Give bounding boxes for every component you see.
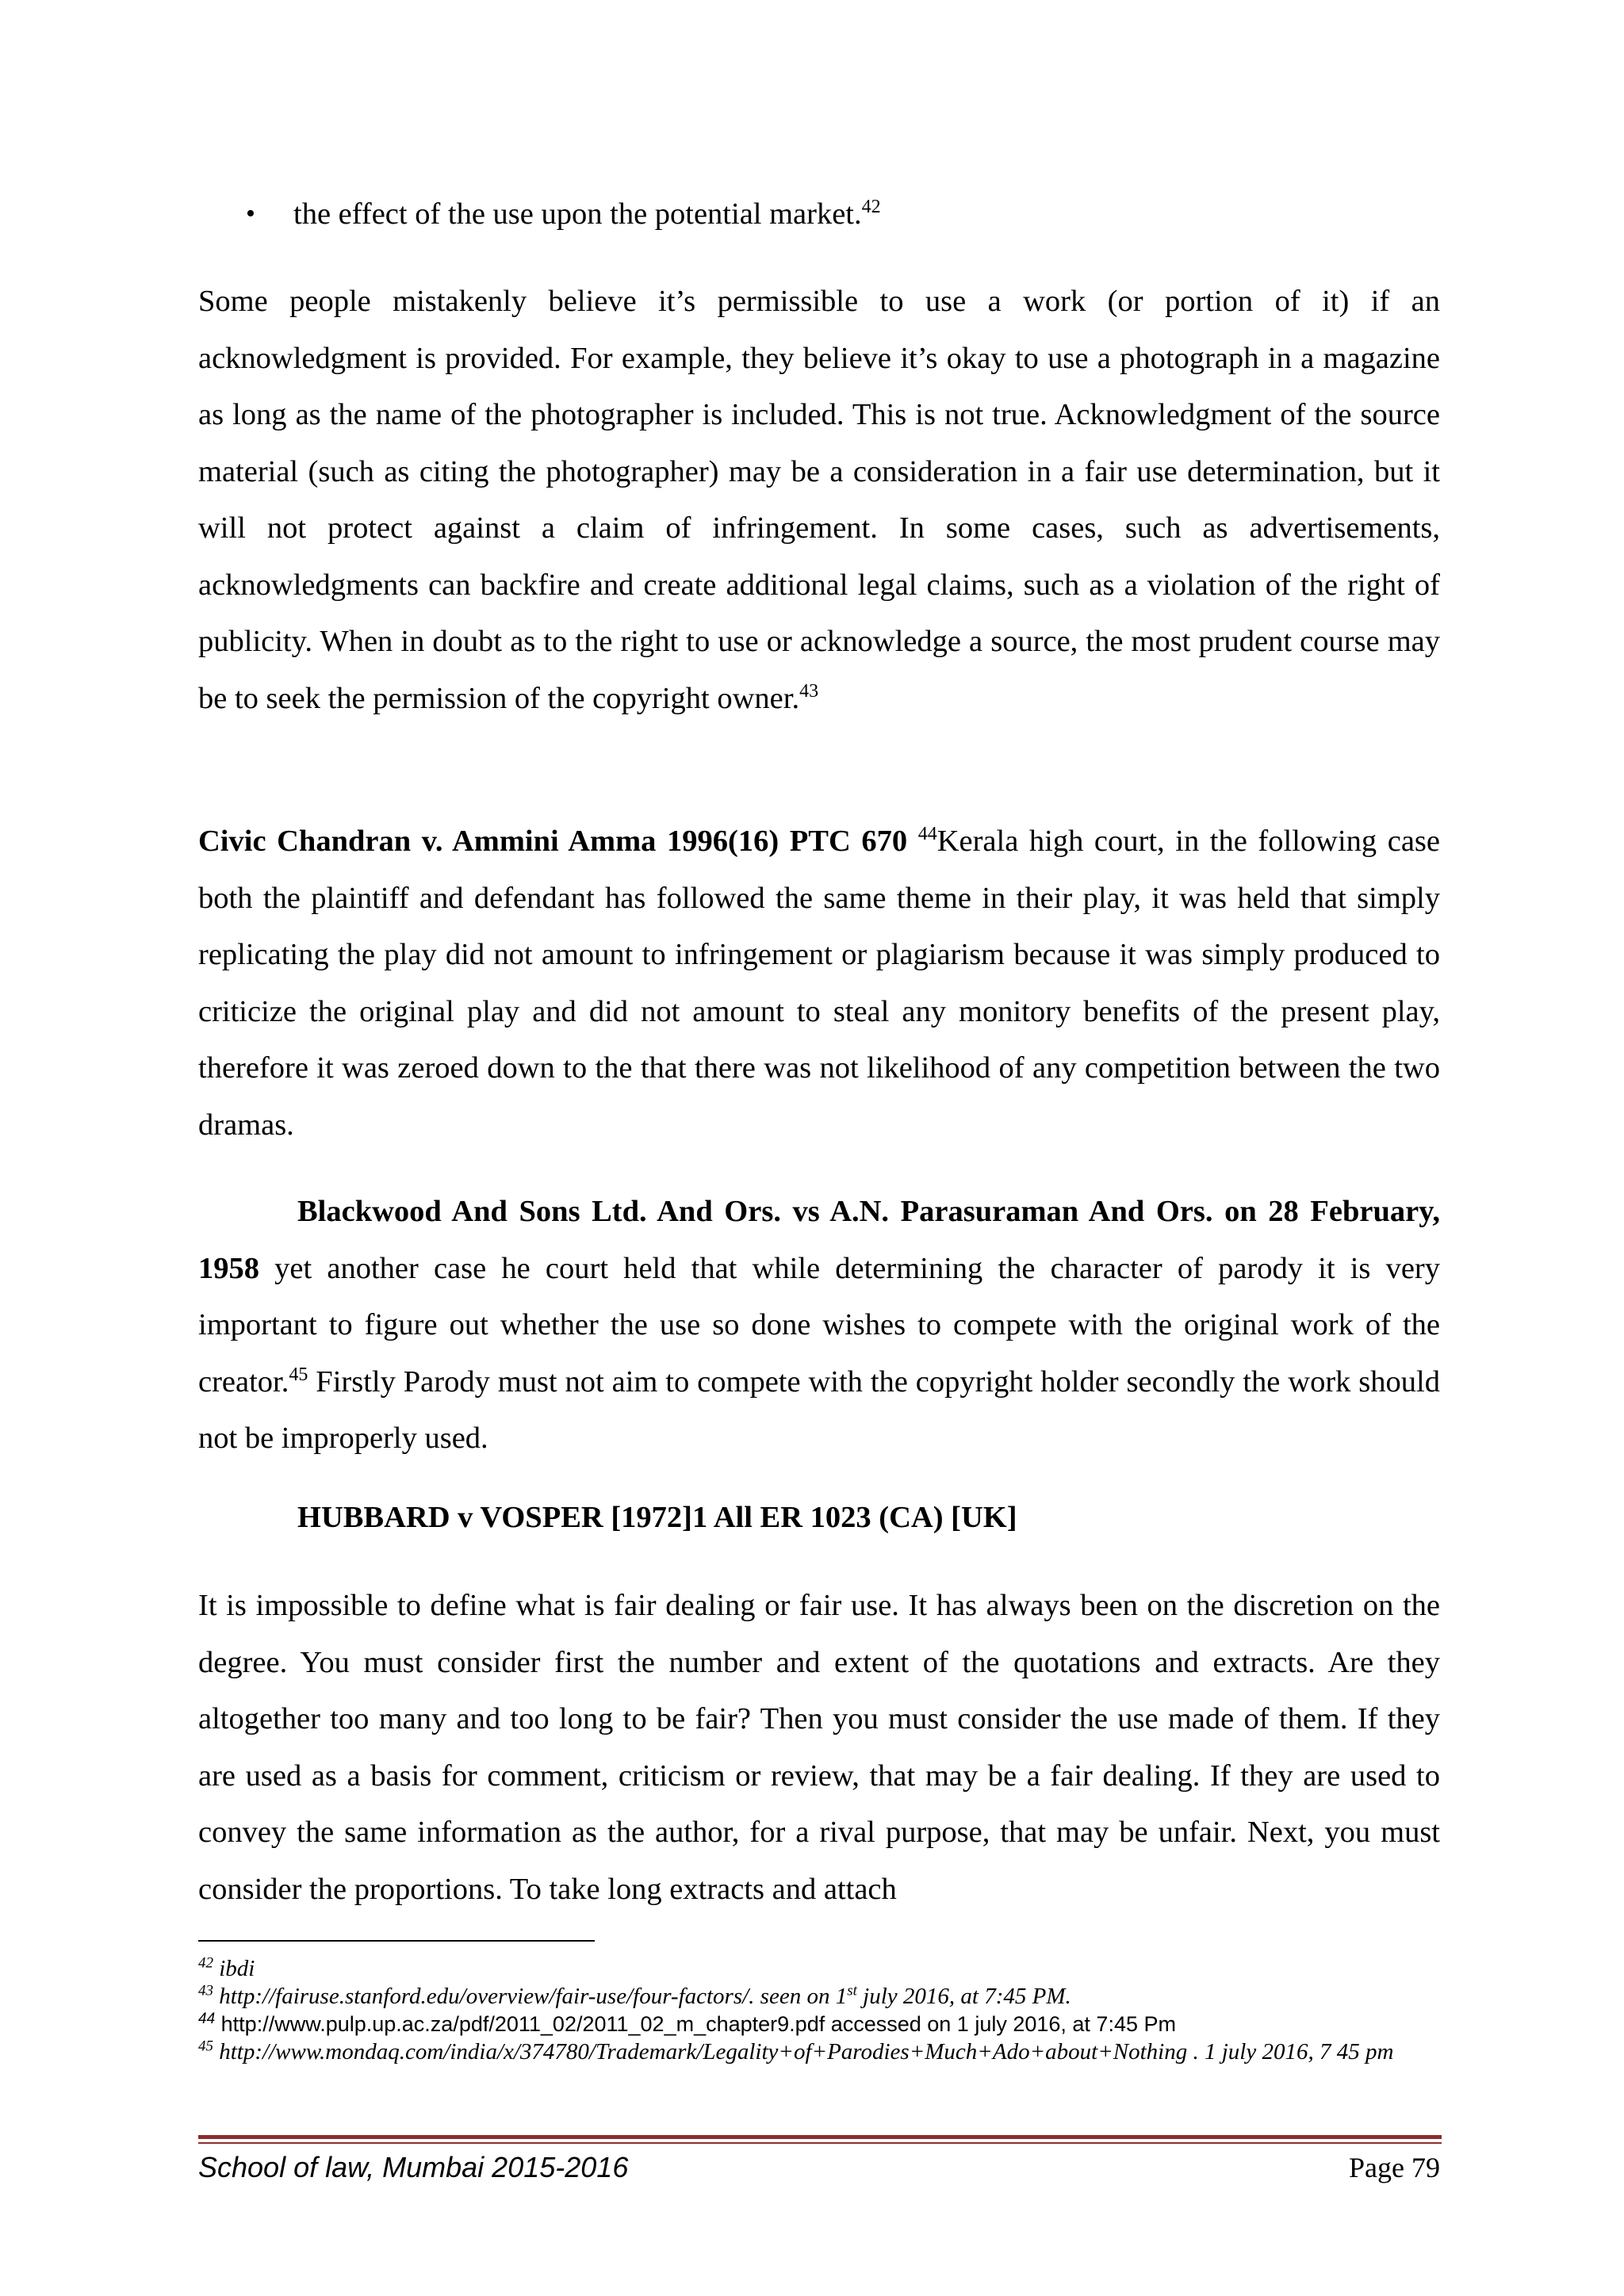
footnote-number: 45 [198, 2038, 213, 2055]
footnote-ref-42: 42 [861, 197, 881, 218]
footnote-42 [198, 1955, 1440, 1983]
paragraph-text: Kerala high court, in the following case both the plaintiff and defendant has followed the same theme in their play, it was held that simply replicating the play did not amount to infringement or plagiarism because it was simply produced to criticize the original play and did not amount to steal any monitory benefits of the present play, therefore it was zeroed down to the that there was not likelihood of any competition between the two dramas. [198, 825, 1440, 1142]
page-number: Page 79 [1349, 2152, 1440, 2183]
paragraph-text-continued: Firstly Parody must not aim to compete with the copyright holder secondly the work should not be improperly used. [198, 1364, 1440, 1455]
footnote-number: 43 [198, 1982, 213, 1999]
bullet-symbol: • [246, 199, 255, 228]
footnote-separator [198, 1940, 595, 1942]
footer-rule-thick [198, 2135, 1442, 2139]
ordinal-suffix: st [847, 1982, 857, 1999]
paragraph-civic-chandran [198, 813, 1440, 1154]
paragraph-acknowledgment [198, 274, 1440, 727]
footnote-ref-43: 43 [799, 680, 819, 702]
footnote-number: 44 [198, 2011, 216, 2027]
paragraph-text: It is impossible to define what is fair dealing or fair use. It has always been on the discretion on the degree. You must consider first the number and extent of the quotations and extracts. Are they altogether too many and too long to be fair? Then you must consider the use made of them. If they are used as a basis for comment, criticism or review, that may be a fair dealing. If they are used to convey the same information as the author, for a rival purpose, that may be unfair. Next, you must consider the proportions. To take long extracts and attach [198, 1589, 1440, 1906]
footnote-text-continued: july 2016, at 7:45 PM. [856, 1984, 1071, 2009]
paragraph-text: yet another case he court held that while determining the character of parody it is very important to figure out whether the use so done wishes to compete with the original work of the creator. [198, 1251, 1440, 1399]
paragraph-text: Some people mistakenly believe it’s permissible to use a work (or portion of it) if an acknowledgment is provided. For example, they believe it’s okay to use a photograph in a magazine as long as the name of the photographer is included. This is not true. Acknowledgment of the source material (such as citing the photographer) may be a consideration in a fair use determination, but it will not protect against a claim of infringement. In some cases, such as advertisements, acknowledgments can backfire and create additional legal claims, such as a violation of the right of publicity. When in doubt as to the right to use or acknowledge a source, the most prudent course may be to seek the permission of the copyright owner. [198, 285, 1440, 715]
footer-institution: School of law, Mumbai 2015-2016 [198, 2151, 629, 2183]
footnote-text: http://www.pulp.up.ac.za/pdf/2011_02/2011_02_m_chapter9.pdf accessed on 1 july 2016, at 7:45 Pm [220, 2012, 1176, 2036]
bullet-item [246, 190, 881, 238]
bullet-text: the effect of the use upon the potential market. [293, 197, 862, 231]
footer-rule-thin [198, 2142, 1442, 2144]
footnote-44 [198, 2011, 1440, 2038]
case-title: Civic Chandran v. Ammini Amma 1996(16) PTC 670 [198, 825, 908, 858]
footnote-text: http://www.mondaq.com/india/x/374780/Trademark/Legality+of+Parodies+Much+Ado+about+Nothing . 1 july 2016, 7 45 pm [219, 2039, 1394, 2064]
footnote-45 [198, 2038, 1440, 2066]
case-title: Blackwood And Sons Ltd. And Ors. vs A.N. Parasuraman And Ors. on 28 February, 1958 [198, 1195, 1440, 1285]
footnote-text: ibdi [219, 1956, 255, 1981]
footnote-43 [198, 1983, 1440, 2011]
case-heading: HUBBARD v VOSPER [1972]1 All ER 1023 (CA) [UK] [297, 1501, 1017, 1534]
footnote-ref-44: 44 [917, 824, 937, 845]
footnote-text: http://fairuse.stanford.edu/overview/fair-use/four-factors/. seen on 1 [219, 1984, 848, 2009]
footnote-ref-45: 45 [289, 1364, 308, 1385]
paragraph-blackwood [198, 1184, 1440, 1468]
footnotes [198, 1955, 1440, 2066]
footnote-number: 42 [198, 1954, 213, 1972]
paragraph-fair-dealing [198, 1578, 1440, 1918]
